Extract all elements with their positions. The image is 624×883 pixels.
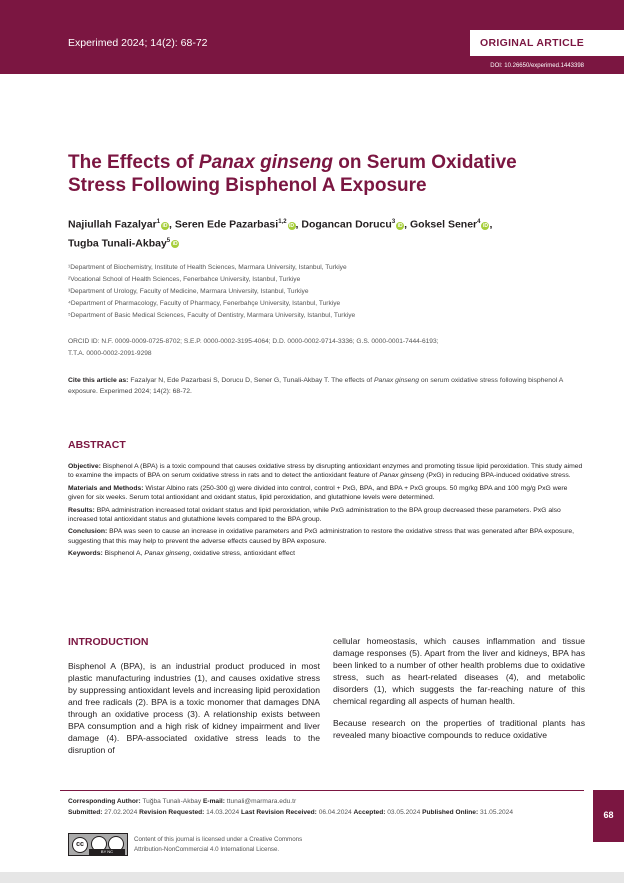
affiliation: ⁴Department of Pharmacology, Faculty of Pharmacy, Fenerbahçe University, Istanbul, Turkiye <box>68 300 341 307</box>
cite-italic: Panax ginseng <box>374 377 419 384</box>
cc-icon: cc <box>72 837 88 853</box>
orcid-icon[interactable]: iD <box>482 222 488 229</box>
author-name: Dogancan Dorucu <box>301 218 392 231</box>
affiliation: ¹Department of Biochemistry, Institute of Health Sciences, Marmara University, Istanbul, Turkiye <box>68 264 347 271</box>
abstract-label: Results: <box>68 506 95 514</box>
journal-reference: Experimed 2024; 14(2): 68-72 <box>68 37 208 49</box>
footer-value: 31.05.2024 <box>478 809 514 816</box>
submission-dates <box>68 808 588 818</box>
orcid-icon[interactable]: iD <box>162 222 168 229</box>
footer-label: Accepted: <box>353 809 386 816</box>
abstract-conclusion <box>68 527 584 546</box>
email-link[interactable]: ttunali@marmara.edu.tr <box>224 798 297 805</box>
title-part: on Serum Oxidative <box>333 152 517 173</box>
abstract-keywords <box>68 549 584 558</box>
author-affiliation-number: 4 <box>477 219 481 225</box>
orcid-ids <box>68 336 568 360</box>
intro-left-column <box>68 660 320 766</box>
intro-paragraph: Bisphenol A (BPA), is an industrial product produced in most plastic manufacturing industries (1), and causes oxidative stress by suppressing antioxidant levels and increasing lipid peroxidation and free radicals (2). BPA is a toxic monomer that damages DNA through an oxidative process (3). A relationship exists between BPA consumption and a high risk of kidney impairment and liver damage (4). BPA-associated oxidative stress leads to the disruption of <box>68 661 320 755</box>
article-title <box>68 151 568 197</box>
cc-label: BY NC <box>89 849 125 855</box>
abstract-label: Objective: <box>68 463 101 470</box>
abstract-methods <box>68 484 584 503</box>
affiliation: ⁵Department of Basic Medical Sciences, Faculty of Dentistry, Marmara University, Istanbul, Turkiye <box>68 312 356 319</box>
footer-label: Submitted: <box>68 809 103 816</box>
title-italic: Panax ginseng <box>198 152 334 173</box>
citation <box>68 375 584 397</box>
author-name: Tugba Tunali-Akbay <box>68 237 167 249</box>
intro-paragraph: Because research on the properties of traditional plants has revealed many bioactive compounds to reduce oxidative <box>333 718 585 740</box>
bottom-shade <box>0 872 624 883</box>
affiliations <box>68 262 568 322</box>
abstract-body <box>68 462 584 562</box>
footer-value: 03.05.2024 <box>385 809 423 816</box>
footer-value: 06.04.2024 <box>316 809 354 816</box>
footer-value: 14.03.2024 <box>204 809 242 816</box>
intro-right-column <box>333 635 585 751</box>
abstract-label: Conclusion: <box>68 528 108 536</box>
license-text <box>134 835 434 855</box>
abstract-text: Bisphenol A, <box>102 550 145 558</box>
abstract-text: BPA administration increased total oxidant status and lipid peroxidation, while PxG administration to the BPA group decreased these parameters. PxG also increased total antioxidant status and glutathione levels compared to the BPA group. <box>68 506 561 524</box>
orcid-line: ORCID ID: N.F. 0009-0009-0725-8702; S.E.P. 0000-0002-3195-4064; D.D. 0000-0002-9714-3336; G.S. 0000-0001-7444-6193; <box>68 338 439 345</box>
license-line: Attribution-NonCommercial 4.0 International License. <box>134 846 280 853</box>
author-name: Seren Ede Pazarbasi <box>174 218 279 231</box>
orcid-line: T.T.A. 0000-0002-2091-9298 <box>68 350 152 357</box>
license-line: Content of this journal is licensed under a Creative Commons <box>134 836 303 843</box>
abstract-text: (PxG) in reducing BPA-induced oxidative stress. <box>424 472 571 480</box>
abstract-italic: Panax ginseng <box>144 550 190 558</box>
footer-label: Corresponding Author: <box>68 798 141 805</box>
author-affiliation-number: 3 <box>391 219 396 225</box>
article-type: ORIGINAL ARTICLE <box>472 37 584 49</box>
intro-paragraph: cellular homeostasis, which causes inflammation and tissue damage responses (5). Apart from the liver and kidneys, BPA has been linked to a number of other health problems due to oxidative stress, such as heart-related diseases (4), and metabolic disorders (1), which suggests the far-reaching nature of this chemical regarding all aspects of human health. <box>333 636 585 706</box>
author-affiliation-number: 1,2 <box>278 219 287 225</box>
abstract-label: Keywords: <box>68 550 103 558</box>
author-affiliation-number: 1 <box>156 219 161 225</box>
footer-label: Revision Requested: <box>139 809 205 816</box>
orcid-icon[interactable]: iD <box>289 222 295 229</box>
footer-label: Published Online: <box>422 809 479 816</box>
abstract-text: , oxidative stress, antioxidant effect <box>189 550 295 558</box>
abstract-text: Bisphenol A (BPA) is a toxic compound that causes oxidative stress by disrupting antioxidant enzymes and promoting tissue lipid peroxidation. This study aimed to examine the impacts of BPA on serum oxidative stress in rats and to detect the antioxidant feature of <box>68 463 583 480</box>
introduction-heading: INTRODUCTION <box>68 636 149 648</box>
creative-commons-badge[interactable] <box>68 833 128 856</box>
orcid-icon[interactable]: iD <box>172 241 178 247</box>
orcid-icon[interactable]: iD <box>397 222 403 229</box>
cite-text: on serum oxidative stress following bisphenol A exposure. Experimed 2024; 14(2): 68-72. <box>68 377 563 395</box>
footer-label: E-mail: <box>202 798 225 805</box>
author-list: Najiullah Fazalyar$^1$iD , Seren Ede Pazarbasi$^{1,2}$iD , Dogancan Dorucu$^3$iD , Goksel Sener$^4$iD , Tugba Tunali-Akbay$^5$iD <box>68 218 493 249</box>
affiliation: ³Department of Urology, Faculty of Medicine, Marmara University, Istanbul, Turkiye <box>68 288 309 295</box>
cite-text: Fazalyar N, Ede Pazarbasi S, Dorucu D, Sener G, Tunali-Akbay T. The effects of <box>128 377 375 384</box>
author-affiliation-number: 5 <box>166 237 171 244</box>
abstract-text: BPA was seen to cause an increase in oxidative parameters and PxG administration to restore the oxidative stress that was generated after BPA exposure, suggesting that this may help to prevent the adverse effects caused by BPA exposure. <box>68 528 574 545</box>
author-name: Goksel Sener <box>410 218 478 231</box>
abstract-label: Materials and Methods: <box>68 484 144 492</box>
footer-value: 27.02.2024 <box>102 809 140 816</box>
title-part: Stress Following Bisphenol A Exposure <box>68 175 427 196</box>
page-number: 68 <box>603 810 614 820</box>
footer-label: Last Revision Received: <box>241 809 317 816</box>
abstract-text: Wistar Albino rats (250-300 g) were divided into control, control + PxG, BPA, and BPA + PxG groups. 50 mg/kg BPA and 100 mg/g PxG were given for six weeks. Serum total antioxidant and oxidant status, lipid peroxidation, and glutathione levels were determined. <box>68 484 568 502</box>
footer-divider <box>60 790 584 791</box>
footer-value: Tuğba Tunalı-Akbay <box>140 798 203 805</box>
title-part: The Effects of <box>68 152 199 173</box>
corresponding-author <box>68 797 588 807</box>
author-name: Najiullah Fazalyar <box>68 218 157 231</box>
abstract-objective <box>68 462 584 481</box>
header-band-left <box>0 62 360 74</box>
abstract-italic: Panax ginseng <box>379 472 425 480</box>
cite-label: Cite this article as: <box>68 377 129 384</box>
abstract-results <box>68 506 584 525</box>
abstract-heading: ABSTRACT <box>68 439 126 451</box>
doi[interactable]: DOI: 10.26650/experimed.1443398 <box>490 63 584 69</box>
affiliation: ²Vocational School of Health Sciences, Fenerbahce University, Istanbul, Turkiye <box>68 276 301 283</box>
